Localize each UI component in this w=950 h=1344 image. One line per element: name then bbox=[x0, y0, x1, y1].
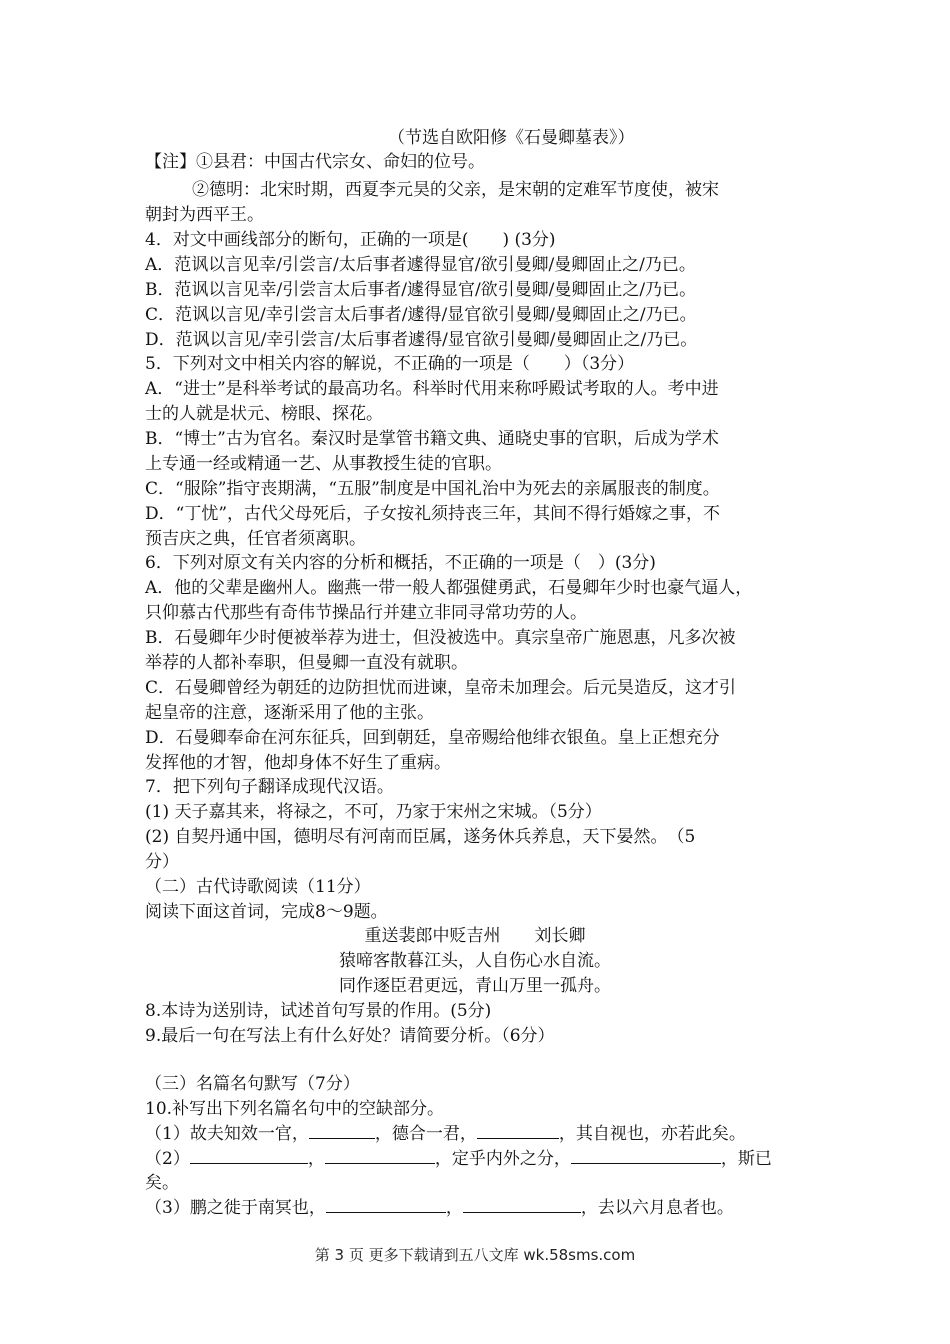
q4-option-b: B．范讽以言见幸/引尝言太后事者/遽得显官/欲引曼卿/曼卿固止之/乃已。 bbox=[145, 280, 697, 300]
q6-option-b-cont: 举荐的人都补奉职，但曼卿一直没有就职。 bbox=[145, 653, 468, 673]
answer-blank[interactable] bbox=[477, 1122, 559, 1139]
q9: 9.最后一句在写法上有什么好处？请简要分析。（6分） bbox=[145, 1026, 555, 1046]
poetry-section-heading: （二）古代诗歌阅读（11分） bbox=[145, 877, 371, 897]
recite-line-2-part-4: ，斯已 bbox=[720, 1149, 772, 1169]
recite-line-2 bbox=[145, 1147, 772, 1171]
recite-line-2-part-3: ，定乎内外之分， bbox=[434, 1149, 571, 1169]
recite-line-3-part-1: （3）鹏之徙于南冥也， bbox=[145, 1198, 326, 1218]
q6-option-a-cont: 只仰慕古代那些有奇伟节操品行并建立非同寻常功劳的人。 bbox=[145, 603, 587, 623]
q6-option-d: D．石曼卿奉命在河东征兵，回到朝廷，皇帝赐给他绯衣银鱼。皇上正想充分 bbox=[145, 728, 720, 748]
q5-option-d: D．“丁忧”，古代父母死后，子女按礼须持丧三年，其间不得行婚嫁之事，不 bbox=[145, 504, 721, 524]
note-2-cont: 朝封为西平王。 bbox=[145, 205, 264, 225]
q6-option-c: C．石曼卿曾经为朝廷的边防担忧而进谏，皇帝未加理会。后元昊造反，这才引 bbox=[145, 678, 737, 698]
answer-blank[interactable] bbox=[325, 1147, 435, 1164]
q5-option-a-cont: 士的人就是状元、榜眼、探花。 bbox=[145, 404, 383, 424]
q6-option-a: A．他的父辈是幽州人。幽燕一带一般人都强健勇武，石曼卿年少时也豪气逼人， bbox=[145, 578, 753, 598]
recite-line-1-part-1: （1）故夫知效一官， bbox=[145, 1124, 309, 1144]
q8: 8.本诗为送别诗，试述首句写景的作用。(5分) bbox=[145, 1001, 492, 1021]
q6-option-d-cont: 发挥他的才智，他却身体不好生了重病。 bbox=[145, 753, 451, 773]
recite-line-3-part-3: ，去以六月息者也。 bbox=[580, 1198, 734, 1218]
recite-line-1 bbox=[145, 1122, 746, 1146]
q5-option-d-cont: 预吉庆之典，任官者须离职。 bbox=[145, 529, 366, 549]
q4-stem: 4．对文中画线部分的断句，正确的一项是( ) (3分) bbox=[145, 230, 556, 250]
q10-stem: 10.补写出下列名篇名句中的空缺部分。 bbox=[145, 1099, 445, 1119]
poetry-intro: 阅读下面这首词，完成8～9题。 bbox=[145, 902, 388, 922]
q5-option-b: B．“博士”古为官名。秦汉时是掌管书籍文典、通晓史事的官职，后成为学术 bbox=[145, 429, 719, 449]
recite-line-2-part-1: （2） bbox=[145, 1149, 190, 1169]
recite-line-2-part-2: ， bbox=[307, 1149, 325, 1169]
recite-line-1-part-3: ，其自视也，亦若此矣。 bbox=[558, 1124, 746, 1144]
answer-blank[interactable] bbox=[463, 1196, 581, 1213]
answer-blank[interactable] bbox=[326, 1196, 446, 1213]
page-footer: 第 3 页 更多下载请到五八文库 wk.58sms.com bbox=[314, 1246, 636, 1264]
answer-blank[interactable] bbox=[190, 1147, 308, 1164]
poem-title: 重送裴郎中贬吉州 刘长卿 bbox=[364, 926, 586, 946]
q7-sentence-2: (2) 自契丹通中国，德明尽有河南而臣属，遂务休兵养息，天下晏然。 （5 bbox=[145, 827, 696, 847]
recite-line-2-cont: 矣。 bbox=[145, 1173, 179, 1193]
poem-line-1: 猿啼客散暮江头，人自伤心水自流。 bbox=[339, 951, 611, 971]
note-1: 【注】①县君：中国古代宗女、命妇的位号。 bbox=[145, 152, 485, 172]
poem-line-2: 同作逐臣君更远，青山万里一孤舟。 bbox=[339, 976, 611, 996]
note-2: ②德明：北宋时期，西夏李元昊的父亲，是宋朝的定难军节度使，被宋 bbox=[192, 180, 719, 200]
source-citation: （节选自欧阳修《石曼卿墓表》） bbox=[388, 128, 635, 148]
recite-line-3-part-2: ， bbox=[445, 1198, 463, 1218]
q6-option-b: B．石曼卿年少时便被举荐为进士，但没被选中。真宗皇帝广施恩惠，凡多次被 bbox=[145, 628, 736, 648]
recite-line-3 bbox=[145, 1196, 734, 1220]
answer-blank[interactable] bbox=[309, 1122, 375, 1139]
recite-section-heading: （三）名篇名句默写（7分） bbox=[145, 1074, 360, 1094]
q5-option-b-cont: 上专通一经或精通一艺、从事教授生徒的官职。 bbox=[145, 454, 502, 474]
q4-option-c: C．范讽以言见/幸引尝言太后事者/遽得/显官欲引曼卿/曼卿固止之/乃已。 bbox=[145, 305, 697, 325]
q7-sentence-1: (1) 天子嘉其来，将禄之，不可，乃家于宋州之宋城。（5分） bbox=[145, 802, 602, 822]
q6-option-c-cont: 起皇帝的注意，逐渐采用了他的主张。 bbox=[145, 703, 434, 723]
q6-stem: 6．下列对原文有关内容的分析和概括，不正确的一项是（ ）(3分) bbox=[145, 553, 656, 573]
answer-blank[interactable] bbox=[571, 1147, 721, 1164]
q4-option-a: A．范讽以言见幸/引尝言/太后事者遽得显官/欲引曼卿/曼卿固止之/乃已。 bbox=[145, 255, 696, 275]
q5-option-c: C．“服除”指守丧期满，“五服”制度是中国礼治中为死去的亲属服丧的制度。 bbox=[145, 479, 720, 499]
q4-option-d: D．范讽以言见/幸引尝言/太后事者遽得/显官欲引曼卿/曼卿固止之/乃已。 bbox=[145, 330, 698, 350]
q7-sentence-2-cont: 分） bbox=[145, 852, 179, 872]
q5-option-a: A．“进士”是科举考试的最高功名。科举时代用来称呼殿试考取的人。考中进 bbox=[145, 379, 719, 399]
recite-line-1-part-2: ，德合一君， bbox=[374, 1124, 477, 1144]
q7-stem: 7．把下列句子翻译成现代汉语。 bbox=[145, 777, 394, 797]
q5-stem: 5．下列对文中相关内容的解说，不正确的一项是（ ）（3分） bbox=[145, 354, 635, 374]
